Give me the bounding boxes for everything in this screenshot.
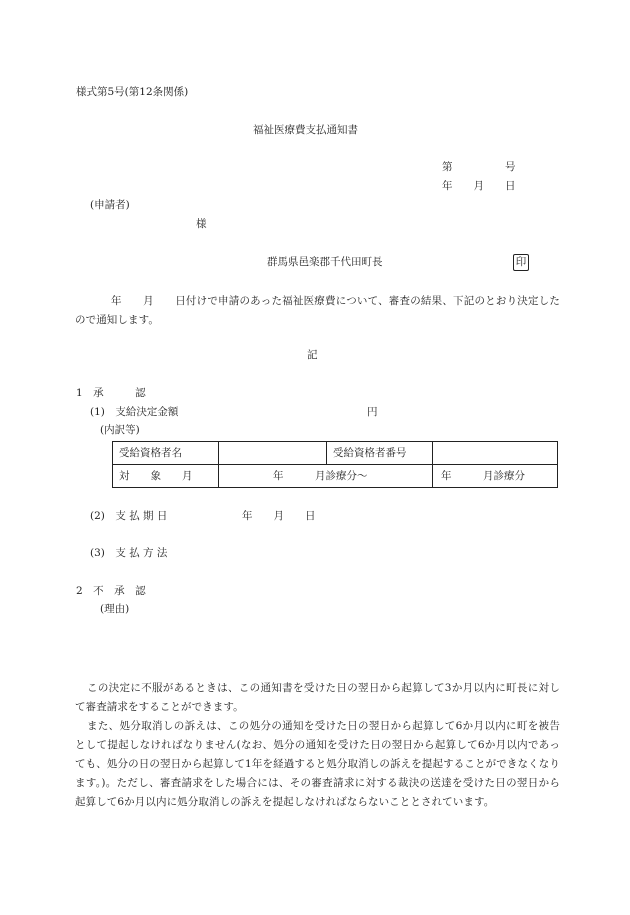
table-row [113, 442, 558, 465]
notice-paragraph-1: この決定に不服があるときは、この通知書を受けた日の翌日から起算して3か月以内に町長に対して審査請求をすることができます。 [75, 682, 560, 713]
breakdown-label: (内訳等) [100, 424, 140, 436]
document-title: 福祉医療費支払通知書 [253, 124, 358, 136]
target-month-to: 年 月診療分 [433, 465, 558, 488]
document-date: 年 月 日 [442, 180, 516, 192]
recipient-number-label: 受給資格者番号 [327, 442, 433, 465]
form-id: 様式第5号(第12条関係) [76, 86, 189, 98]
yen-unit: 円 [367, 406, 378, 418]
seal-mark [513, 254, 529, 271]
recipient-name-label: 受給資格者名 [113, 442, 219, 465]
honorific: 様 [196, 218, 207, 230]
payment-date-label: (2) 支 払 期 日 [90, 510, 168, 522]
body-intro: 年 月 日付けで申請のあった福祉医療費について、審査の結果、下記のとおり決定したので通知します。 [75, 295, 560, 326]
recipient-name-value [219, 442, 327, 465]
breakdown-table [112, 441, 558, 488]
applicant-label: (申請者) [90, 199, 130, 211]
payment-date-value: 年 月 日 [242, 510, 316, 522]
section2-heading: 2 不 承 認 [76, 585, 146, 597]
target-month-label: 対 象 月 [113, 465, 219, 488]
payment-method-label: (3) 支 払 方 法 [90, 547, 168, 559]
table-row [113, 465, 558, 488]
payment-amount-label: (1) 支給決定金額 [90, 406, 179, 418]
notice-paragraph-2: また、処分取消しの訴えは、この処分の通知を受けた日の翌日から起算して6か月以内に町を被告として提起しなければなりません(なお、処分の通知を受けた日の翌日から起算して6か月以内であっても、処分の日の翌日から起算して1年を経過すると処分取消しの訴えを提起することができなくなります。)。ただし、審査請求をした場合には、その審査請求に対する裁決の送達を受けた日の翌日から起算して6か月以内に処分取消しの訴えを提起しなければならないこととされています。 [75, 720, 560, 808]
target-month-from: 年 月診療分～ [219, 465, 433, 488]
document-number: 第 号 [442, 161, 516, 173]
reason-label: (理由) [100, 603, 130, 615]
ki-heading: 記 [307, 349, 318, 361]
section1-heading: 1 承 認 [76, 387, 146, 399]
recipient-number-value [433, 442, 558, 465]
issuer-name: 群馬県邑楽郡千代田町長 [267, 256, 383, 268]
seal-glyph: 印 [513, 254, 529, 271]
